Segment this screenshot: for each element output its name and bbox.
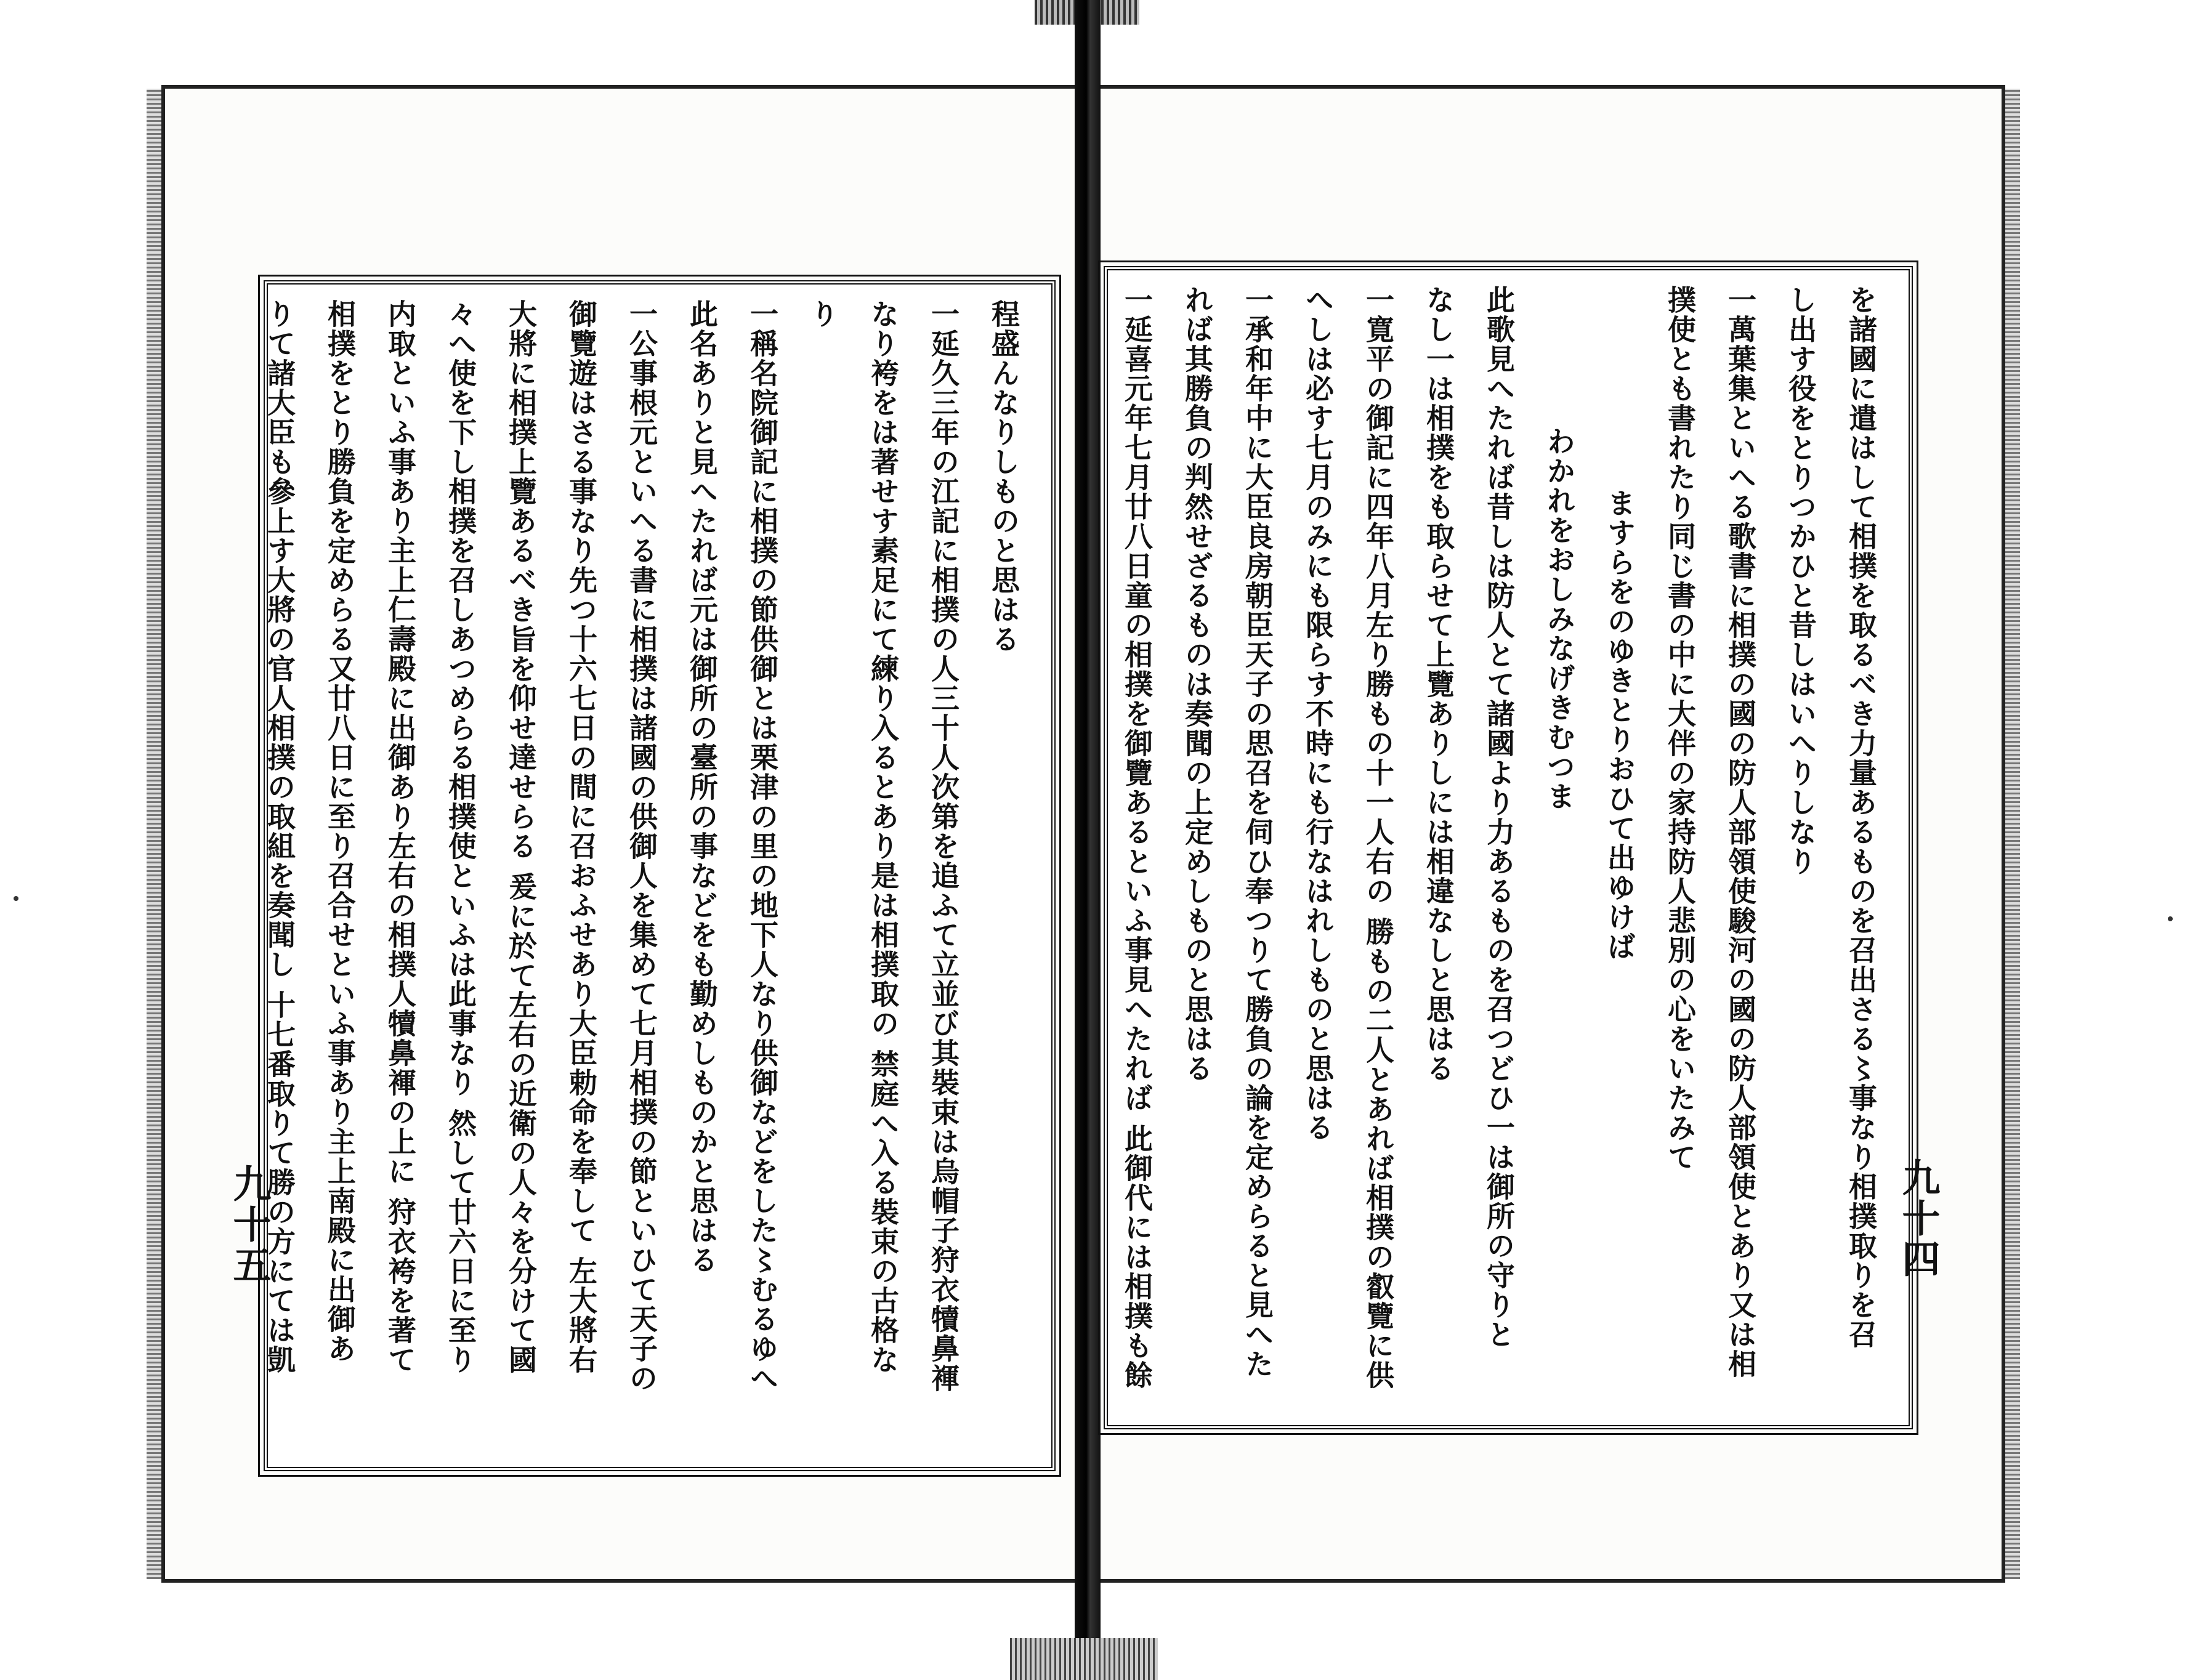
text-line: 一寛平の御記に四年八月左り勝もの十一人右の 勝もの二人とあれば相撲の叡覽に供 [1362, 285, 1395, 1391]
text-line: 一延喜元年七月廿八日童の相撲を御覽あるといふ事見へたれば 此御代には相撲も餘 [1120, 285, 1154, 1391]
text-line: り [806, 299, 839, 329]
text-line: 此名ありと見へたれば元は御所の臺所の事などをも勤めしものかと思はる [685, 299, 719, 1275]
text-line: 御覽遊はさる事なり先つ十六七日の間に召おふせあり大臣勅命を奉して 左大將右 [565, 299, 598, 1375]
spine-bottom-edge [1010, 1638, 1158, 1680]
text-line: りて諸大臣も參上す大將の官人相撲の取組を奏聞し 十七番取りて勝の方にては凱 [263, 299, 296, 1375]
book-spine [1075, 0, 1101, 1680]
text-line: へしは必す七月のみにも限らす不時にも行なはれしものと思はる [1301, 285, 1335, 1142]
text-line: 大將に相撲上覽あるべき旨を仰せ達せらる 爰に於て左右の近衛の人々を分けて國 [504, 299, 538, 1375]
text-line: なし一は相撲をも取らせて上覽ありしには相違なしと思はる [1422, 285, 1455, 1083]
right-page-text [1120, 285, 1891, 1410]
page-number: 九十五 [227, 1164, 272, 1286]
page-number: 九十四 [1896, 1158, 1941, 1280]
speck [2168, 916, 2173, 921]
text-line: なり袴をは著せす素足にて練り入るとあり是は相撲取の 禁庭へ入る裝束の古格な [867, 299, 900, 1375]
text-line: 一稱名院御記に相撲の節供御とは栗津の里の地下人なり供御などをした〻むるゆへ [746, 299, 779, 1393]
text-line: 程盛んなりしものと思はる [987, 299, 1020, 654]
text-line: 撲使とも書れたり同じ書の中に大伴の家持防人悲別の心をいたみて [1663, 285, 1697, 1172]
text-line: 内取といふ事あり主上仁壽殿に出御あり左右の相撲人犢鼻褌の上に 狩衣袴を著て [384, 299, 417, 1375]
left-page-text [263, 299, 1034, 1452]
text-line: 相撲をとり勝負を定めらる又廿八日に至り召合せといふ事あり主上南殿に出御あ [323, 299, 357, 1363]
poem-line: わかれをおしみなげきむつま [1543, 427, 1576, 811]
left-text-frame [264, 280, 1056, 1471]
speck [14, 896, 18, 901]
text-line: 一萬葉集といへる歌書に相撲の國の防人部領使駿河の國の防人部領使とあり又は相 [1724, 285, 1757, 1379]
text-line: し出す役をとりつかひと昔しはいへりしなり [1784, 285, 1817, 876]
text-line: 一公事根元といへる書に相撲は諸國の供御人を集めて七月相撲の節といひて天子の [625, 299, 658, 1393]
right-text-frame [1104, 266, 1913, 1429]
text-line: 々へ使を下し相撲を召しあつめらる相撲使といふは此事なり 然して廿六日に至り [444, 299, 477, 1375]
text-line: 此歌見へたれば昔しは防人とて諸國より力あるものを召つどひ一は御所の守りと [1482, 285, 1516, 1349]
text-line: 一延久三年の江記に相撲の人三十人次第を追ふて立並び其裝束は烏帽子狩衣犢鼻褌 [927, 299, 960, 1393]
text-line: れば其勝負の判然せざるものは奏聞の上定めしものと思はる [1181, 285, 1214, 1083]
text-line: 一承和年中に大臣良房朝臣天子の思召を伺ひ奉つりて勝負の論を定めらると見へた [1241, 285, 1274, 1379]
text-line: を諸國に遣はして相撲を取るべき力量あるものを召出さる〻事なり相撲取りを召 [1845, 285, 1878, 1349]
poem-line: ますらをのゆきとりおひて出ゆけば [1603, 488, 1636, 961]
